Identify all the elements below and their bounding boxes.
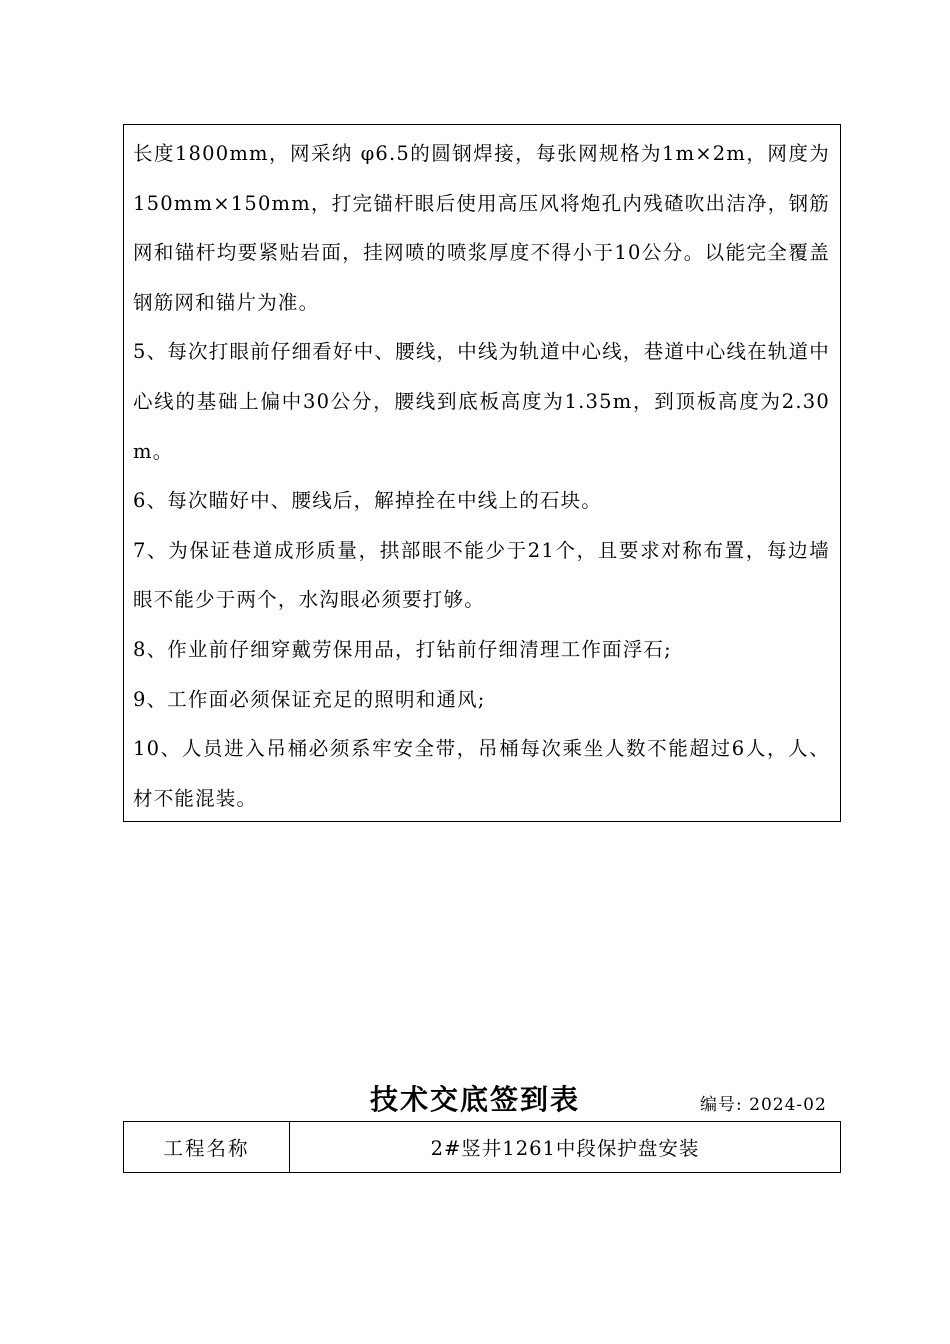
paragraph-item-7: 7、为保证巷道成形质量，拱部眼不能少于21个，且要求对称布置，每边墙眼不能少于两个，水沟眼必须要打够。 (133, 538, 830, 612)
signin-number: 编号: 2024-02 (700, 1095, 827, 1115)
paragraph-item-5: 5、每次打眼前仔细看好中、腰线，中线为轨道中心线，巷道中心线在轨道中心线的基础上偏中30公分，腰线到底板高度为1.35m，到顶板高度为2.30m。 (133, 340, 830, 463)
project-name-label: 工程名称 (124, 1122, 290, 1172)
signin-table (123, 1121, 841, 1173)
paragraph-item-6: 6、每次瞄好中、腰线后，解掉拴在中线上的石块。 (133, 489, 603, 513)
technical-content-box (123, 124, 841, 822)
paragraph-item-8: 8、作业前仔细穿戴劳保用品，打钻前仔细清理工作面浮石; (133, 637, 672, 661)
project-name-value: 2#竖井1261中段保护盘安装 (430, 1137, 700, 1160)
paragraph-item-10: 10、人员进入吊桶必须系牢安全带，吊桶每次乘坐人数不能超过6人，人、材不能混装。 (133, 737, 830, 810)
paragraph-mesh-spec: 长度1800mm，网采纳 φ6.5的圆钢焊接，每张网规格为1m×2m，网度为150mm×150mm，打完锚杆眼后使用高压风将炮孔内残碴吹出洁净，钢筋网和锚杆均要紧贴岩面，挂网喷的喷浆厚度不得小于10公分。以能完全覆盖钢筋网和锚片为准。 (133, 142, 830, 314)
paragraph-item-9: 9、工作面必须保证充足的照明和通风; (133, 687, 486, 711)
signin-title: 技术交底签到表 (369, 1083, 580, 1116)
